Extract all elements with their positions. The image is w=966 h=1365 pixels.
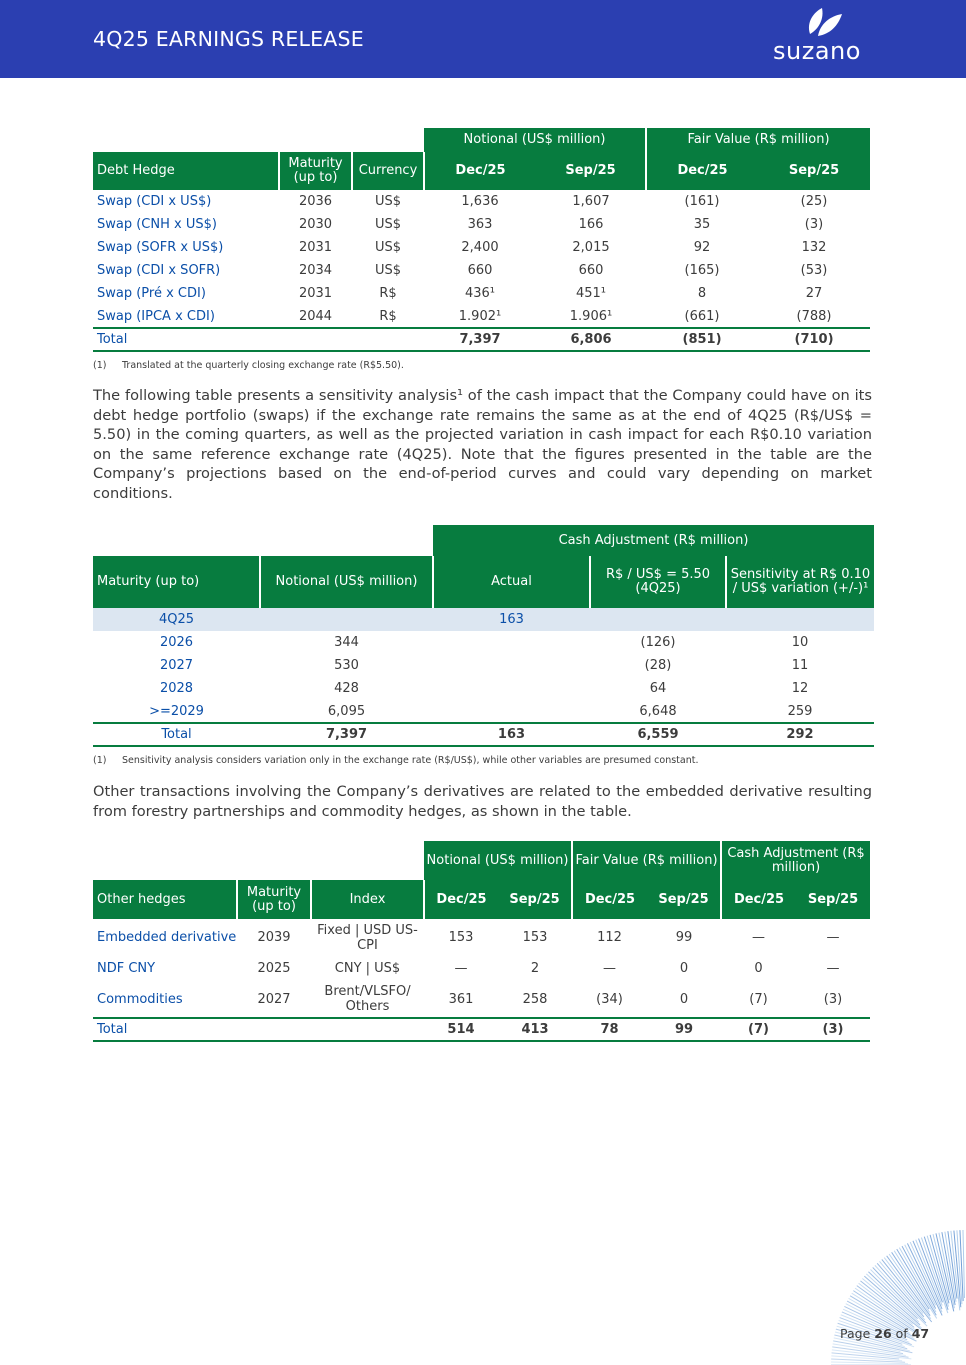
table-row: [93, 631, 874, 654]
col-header-actual: Actual: [433, 556, 590, 608]
total-empty-cell: [279, 328, 352, 351]
currency-cell: US$: [374, 263, 402, 278]
fv-sep-cell: 0: [679, 961, 689, 976]
table-row: [93, 677, 874, 700]
header-spacer: [93, 128, 424, 152]
notional-dec-cell: 2,400: [461, 240, 499, 255]
table-row: [93, 654, 874, 677]
sensitivity-table: [93, 525, 874, 747]
paragraph-other-hedges-intro: Other transactions involving the Company’s derivatives are related to the embedded derivative resulting from forestry partnerships and commodity hedges, as shown in the table.: [93, 783, 872, 820]
sensitivity-cell: [726, 608, 874, 631]
rate-cell: 6,648: [639, 703, 677, 719]
col-header-ca-sep: Sep/25: [796, 880, 870, 919]
group-header-cash-adjustment: Cash Adjustment (R$ million): [433, 525, 874, 556]
notional-dec-cell: 660: [467, 263, 493, 278]
hedge-name: Embedded derivative: [97, 930, 237, 945]
swirl-stroke: [963, 1230, 965, 1298]
index-cell: Brent/VLSFO/ Others: [324, 984, 411, 1014]
total-actual: 163: [433, 723, 590, 746]
table-row: [93, 956, 870, 981]
notional-dec-cell: 361: [448, 991, 474, 1007]
fv-dec-cell: 92: [693, 240, 711, 255]
notional-sep-cell: 153: [522, 930, 548, 945]
swirl-stroke: [960, 1230, 963, 1301]
report-title: 4Q25 EARNINGS RELEASE: [93, 27, 364, 51]
col-header-notional-sep: Sep/25: [536, 152, 646, 190]
fv-sep-cell: 132: [801, 240, 827, 255]
col-header-rate: R$ / US$ = 5.50 (4Q25): [590, 556, 726, 608]
currency-cell: US$: [374, 194, 402, 209]
rate-cell: (28): [644, 658, 672, 673]
sensitivity-cell: 12: [791, 681, 809, 696]
currency-cell: US$: [374, 240, 402, 255]
fv-sep-cell: 27: [805, 286, 823, 301]
fv-dec-cell: 8: [697, 286, 707, 301]
col-header-maturity: Maturity (up to): [93, 556, 260, 608]
header-spacer: [93, 841, 424, 880]
fv-dec-cell: (161): [684, 194, 720, 209]
notional-sep-cell: 258: [522, 991, 548, 1007]
maturity-cell: 4Q25: [93, 608, 260, 631]
currency-cell: R$: [379, 286, 397, 301]
total-notional: 7,397: [260, 723, 433, 746]
hedge-name: Commodities: [97, 991, 183, 1007]
hedge-name: Swap (CDI x US$): [97, 194, 212, 209]
currency-cell: US$: [374, 217, 402, 232]
actual-cell: 163: [433, 608, 590, 631]
maturity-cell: >=2029: [149, 703, 204, 719]
page-current: 26: [874, 1326, 892, 1341]
total-fv-dec: (851): [646, 328, 758, 351]
maturity-cell: 2036: [298, 194, 333, 209]
fv-sep-cell: (25): [800, 194, 828, 209]
actual-cell: [433, 700, 590, 723]
col-header-currency: Currency: [352, 152, 424, 190]
rate-cell: 64: [649, 681, 667, 696]
fv-sep-cell: (3): [804, 217, 824, 232]
total-ca-sep: (3): [796, 1018, 870, 1041]
ca-dec-cell: 0: [754, 961, 763, 976]
page-total: 47: [911, 1326, 930, 1341]
hedge-name: Swap (IPCA x CDI): [97, 308, 215, 324]
actual-cell: [433, 677, 590, 700]
footnote-text: Translated at the quarterly closing exchange rate (R$5.50).: [122, 360, 404, 371]
notional-cell: 6,095: [327, 703, 366, 719]
maturity-cell: 2031: [298, 286, 333, 301]
footnote-number: (1): [93, 360, 107, 371]
page-number: [840, 1326, 929, 1341]
debt-hedge-table: [93, 128, 870, 352]
total-notional-dec: 514: [424, 1018, 498, 1041]
table-row: [93, 305, 870, 328]
table-row: [93, 919, 870, 956]
total-fv-dec: 78: [572, 1018, 647, 1041]
notional-dec-cell: 363: [467, 217, 493, 232]
col-header-sensitivity: Sensitivity at R$ 0.10 / US$ variation (+/-)¹: [726, 556, 874, 608]
col-header-fv-sep: Sep/25: [647, 880, 721, 919]
maturity-cell: 2028: [159, 681, 194, 696]
col-header-fv-dec: Dec/25: [572, 880, 647, 919]
table-row: [93, 259, 870, 282]
ca-sep-cell: (3): [823, 991, 843, 1007]
total-notional-dec: 7,397: [424, 328, 536, 351]
currency-cell: R$: [379, 308, 397, 324]
total-fv-sep: 99: [647, 1018, 721, 1041]
sensitivity-cell: 11: [791, 658, 809, 673]
group-header-fair-value: Fair Value (R$ million): [572, 841, 721, 880]
footnote-sensitivity: [93, 755, 699, 766]
fv-sep-cell: 99: [675, 930, 693, 945]
maturity-cell: 2044: [298, 308, 333, 324]
fv-dec-cell: 112: [597, 930, 622, 945]
group-header-notional: Notional (US$ million): [424, 841, 572, 880]
total-rate: 6,559: [590, 723, 726, 746]
rate-cell: (126): [640, 635, 676, 650]
fv-dec-cell: 35: [693, 217, 711, 232]
fv-sep-cell: (788): [796, 308, 832, 324]
col-header-fv-sep: Sep/25: [758, 152, 870, 190]
other-hedges-table: [93, 841, 870, 1042]
maturity-cell: 2039: [257, 930, 291, 945]
col-header-maturity: Maturity (up to): [279, 152, 352, 190]
group-header-notional: Notional (US$ million): [424, 128, 646, 152]
notional-dec-cell: 436¹: [464, 286, 496, 301]
page-label: Page: [840, 1326, 871, 1341]
total-empty-cell: [352, 328, 424, 351]
total-label: Total: [93, 1018, 237, 1041]
hedge-name: NDF CNY: [97, 961, 156, 976]
total-label: Total: [93, 328, 279, 351]
sensitivity-cell: 10: [791, 635, 809, 650]
fv-dec-cell: (165): [684, 263, 720, 278]
table-row: [93, 213, 870, 236]
page-header: [0, 0, 966, 78]
col-header-maturity: Maturity (up to): [237, 880, 311, 919]
hedge-name: Swap (CNH x US$): [97, 217, 217, 232]
col-header-notional: Notional (US$ million): [260, 556, 433, 608]
notional-sep-cell: 2,015: [572, 240, 610, 255]
header-spacer: [93, 525, 433, 556]
footnote-text: Sensitivity analysis considers variation only in the exchange rate (R$/US$), while other variables are presumed constant.: [122, 755, 699, 766]
hedge-name: Swap (CDI x SOFR): [97, 263, 221, 278]
footnote-debt-hedge: [93, 360, 404, 371]
fv-sep-cell: (53): [800, 263, 828, 278]
maturity-cell: 2027: [257, 991, 291, 1007]
total-notional-sep: 413: [498, 1018, 572, 1041]
notional-dec-cell: 1.902¹: [458, 308, 502, 324]
maturity-cell: 2027: [159, 658, 194, 673]
total-empty-cell: [311, 1018, 424, 1041]
total-label: Total: [93, 723, 260, 746]
col-header-index: Index: [311, 880, 424, 919]
table-row: [93, 700, 874, 723]
hedge-name: Swap (Pré x CDI): [97, 286, 206, 301]
index-cell: Fixed | USD US-CPI: [317, 922, 418, 953]
total-fv-sep: (710): [758, 328, 870, 351]
page-of: of: [895, 1326, 908, 1341]
notional-dec-cell: —: [454, 961, 468, 976]
total-sensitivity: 292: [726, 723, 874, 746]
notional-sep-cell: 1.906¹: [569, 308, 613, 324]
total-ca-dec: (7): [721, 1018, 796, 1041]
brand-logo-text: suzano: [773, 37, 861, 65]
actual-cell: [433, 631, 590, 654]
col-header-other-hedges: Other hedges: [93, 880, 237, 919]
paragraph-sensitivity-intro: The following table presents a sensitivity analysis¹ of the cash impact that the Company could have on its debt hedge portfolio (swaps) if the exchange rate remains the same as at the end of 4Q25 (R$/US$ = 5.50) in the coming quarters, as well as the projected variation in cash impact for each R$0.10 variation on the same reference exchange rate (4Q25). Note that the figures presented in the table are the Company’s projections based on the end-of-period curves and could vary depending on market conditions.: [93, 387, 872, 502]
group-header-cash-adjustment: Cash Adjustment (R$ million): [721, 841, 870, 880]
maturity-cell: 2026: [159, 635, 194, 650]
group-header-fair-value: Fair Value (R$ million): [646, 128, 870, 152]
maturity-cell: 2031: [298, 240, 333, 255]
fv-sep-cell: 0: [679, 991, 689, 1007]
col-header-debt-hedge: Debt Hedge: [93, 152, 279, 190]
table-row: [93, 282, 870, 305]
fv-dec-cell: (34): [596, 991, 623, 1007]
notional-cell: 344: [334, 635, 359, 650]
notional-sep-cell: 166: [578, 217, 604, 232]
ca-dec-cell: (7): [749, 991, 768, 1007]
notional-sep-cell: 1,607: [572, 194, 610, 209]
notional-sep-cell: 451¹: [575, 286, 607, 301]
actual-cell: [433, 654, 590, 677]
table-row: [93, 608, 874, 631]
notional-dec-cell: 153: [448, 930, 474, 945]
notional-dec-cell: 1,636: [461, 194, 499, 209]
ca-sep-cell: —: [826, 961, 840, 976]
col-header-notional-sep: Sep/25: [498, 880, 572, 919]
table-row: [93, 236, 870, 259]
notional-cell: [260, 608, 433, 631]
notional-cell: 428: [334, 681, 359, 696]
notional-cell: 530: [334, 658, 359, 673]
maturity-cell: 2034: [298, 263, 333, 278]
notional-sep-cell: 660: [578, 263, 604, 278]
fv-dec-cell: (661): [684, 308, 720, 324]
decorative-swirl-graphic: [760, 1225, 966, 1365]
total-empty-cell: [237, 1018, 311, 1041]
notional-sep-cell: 2: [530, 961, 540, 976]
maturity-cell: 2030: [298, 217, 333, 232]
hedge-name: Swap (SOFR x US$): [97, 240, 224, 255]
col-header-notional-dec: Dec/25: [424, 880, 498, 919]
rate-cell: [590, 608, 726, 631]
col-header-notional-dec: Dec/25: [424, 152, 536, 190]
ca-dec-cell: —: [752, 930, 766, 945]
table-row: [93, 190, 870, 213]
total-notional-sep: 6,806: [536, 328, 646, 351]
ca-sep-cell: —: [826, 930, 840, 945]
table-row: [93, 981, 870, 1018]
col-header-fv-dec: Dec/25: [646, 152, 758, 190]
index-cell: CNY | US$: [334, 961, 401, 976]
swirl-stroke: [871, 1270, 928, 1327]
col-header-ca-dec: Dec/25: [721, 880, 796, 919]
fv-dec-cell: —: [603, 961, 617, 976]
footnote-number: (1): [93, 755, 107, 766]
sensitivity-cell: 259: [787, 703, 813, 719]
maturity-cell: 2025: [257, 961, 291, 976]
